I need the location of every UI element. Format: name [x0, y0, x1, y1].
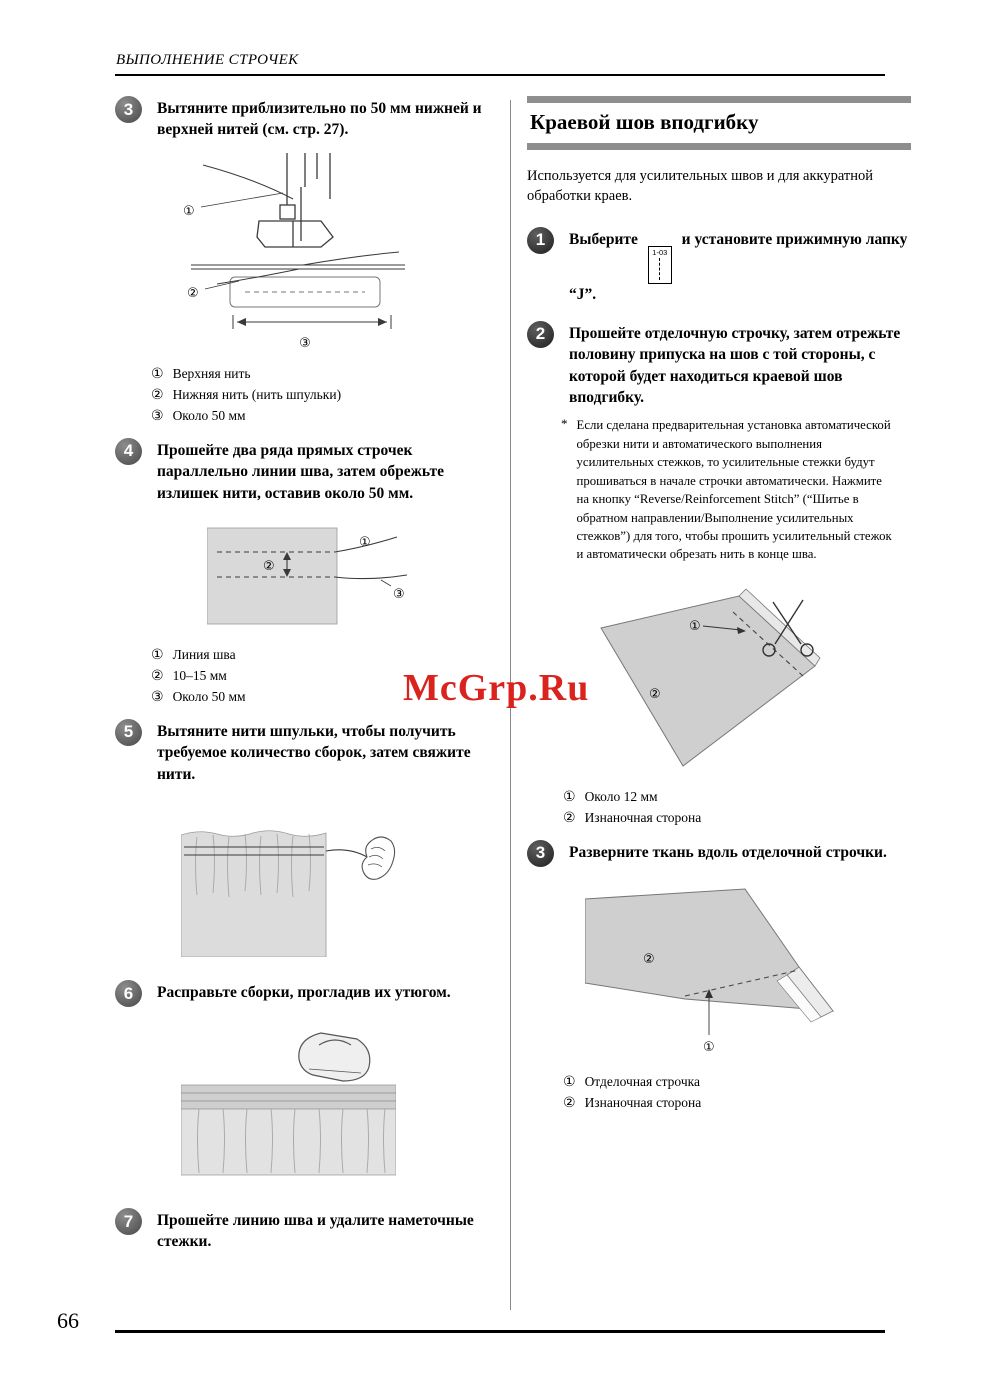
legend-text: Отделочная строчка — [584, 1073, 700, 1089]
step-1 — [527, 227, 911, 305]
pulling-threads-illustration — [181, 805, 396, 957]
callout-marker: ① — [563, 1073, 576, 1090]
step-4 — [115, 438, 497, 504]
legend-text: Около 50 мм — [172, 688, 246, 704]
section-bar-top — [527, 96, 911, 103]
callout-marker: ② — [151, 386, 164, 403]
stitch-pattern-icon — [648, 246, 672, 284]
figure-ironing-gathers — [181, 1023, 497, 1186]
figure-pulling-threads — [181, 805, 497, 962]
callout-marker: ① — [689, 618, 701, 634]
step-number: 3 — [115, 96, 142, 123]
step-text: Прошейте два ряда прямых строчек параллельно линии шва, затем обрежьте излишек нити, оставив около 50 мм. — [157, 441, 444, 502]
unfolded-fabric-illustration — [585, 885, 835, 1057]
step-6 — [115, 980, 497, 1007]
needle-area-illustration — [175, 153, 420, 353]
legend-fig1 — [151, 366, 497, 424]
step-number: 6 — [115, 980, 142, 1007]
step-7 — [115, 1208, 497, 1253]
callout-marker: ③ — [393, 586, 405, 602]
step-3 — [115, 96, 497, 141]
callout-marker: ③ — [151, 407, 164, 424]
legend-text: Нижняя нить (нить шпульки) — [172, 386, 342, 402]
callout-marker: ① — [703, 1039, 715, 1055]
callout-marker: ② — [643, 951, 655, 967]
section-title: Краевой шов вподгибку — [530, 110, 759, 134]
note-text: Если сделана предварительная установка автоматической обрезки нити и автоматического выполнения усилительных стежков, то усилительные стежки будут прошиваться в начале строчки автоматически. Нажмите на кнопку “Reverse/Reinforcement Stitch” (“Шитье в обратном направлении/Выполнение усилительных стежков”) для того, чтобы прошить усилительный стежок и автоматически обрезать нить в конце шва. — [576, 418, 892, 562]
step-text: Вытяните нити шпульки, чтобы получить требуемое количество сборок, затем свяжите нити. — [157, 722, 471, 783]
step-text: Прошейте линию шва и удалите наметочные стежки. — [157, 1212, 474, 1251]
legend-text: Около 50 мм — [172, 407, 246, 423]
legend-text: Изнаночная сторона — [584, 809, 702, 825]
right-column — [527, 96, 911, 1125]
callout-marker: ② — [649, 686, 661, 702]
step-number: 4 — [115, 438, 142, 465]
step-text — [569, 227, 911, 305]
running-header: ВЫПОЛНЕНИЕ СТРОЧЕК — [116, 52, 299, 68]
callout-marker: ② — [187, 285, 199, 301]
section-intro: Используется для усилительных швов и для аккуратной обработки краев. — [527, 168, 873, 205]
callout-marker: ③ — [151, 688, 164, 705]
iron-illustration — [181, 1023, 396, 1181]
stitch-number-label: 1-03 — [652, 247, 668, 257]
callout-marker: ② — [563, 809, 576, 826]
page-number: 66 — [57, 1308, 79, 1333]
footer-rule — [115, 1330, 885, 1333]
watermark: McGrp.Ru — [403, 667, 590, 709]
step-3-right — [527, 840, 911, 867]
callout-marker: ② — [563, 1094, 576, 1111]
section-header — [527, 96, 911, 150]
stitch-rows-illustration — [207, 520, 422, 632]
callout-marker: ① — [151, 646, 164, 663]
step-text: Вытяните приблизительно по 50 мм нижней и верхней нитей (см. стр. 27). — [157, 100, 482, 139]
legend-item — [563, 1074, 911, 1090]
figure-cutting-allowance — [591, 586, 911, 779]
step-text: Прошейте отделочную строчку, затем отрежьте половину припуска на шов с той стороны, с которой будет находиться краевой шов вподгибку. — [569, 324, 901, 407]
callout-marker: ① — [183, 203, 195, 219]
callout-marker: ② — [263, 558, 275, 574]
step-text: Расправьте сборки, прогладив их утюгом. — [157, 984, 451, 1001]
legend-item — [151, 366, 497, 382]
section-bar-bottom — [527, 143, 911, 150]
callout-marker: ① — [563, 788, 576, 805]
cutting-illustration — [591, 586, 821, 774]
callout-marker: ② — [151, 667, 164, 684]
legend-text: Верхняя нить — [172, 365, 251, 381]
legend-item — [563, 1095, 911, 1111]
figure-unfolded-fabric — [585, 885, 911, 1062]
legend-fig5 — [563, 789, 911, 826]
legend-fig6 — [563, 1074, 911, 1111]
note-asterisk: * — [561, 416, 568, 432]
legend-text: 10–15 мм — [172, 667, 227, 683]
legend-item — [151, 387, 497, 403]
legend-item — [151, 408, 497, 424]
callout-marker: ① — [359, 534, 371, 550]
callout-marker: ① — [151, 365, 164, 382]
straight-stitch-glyph — [659, 258, 660, 280]
legend-item — [151, 647, 497, 663]
step-5 — [115, 719, 497, 785]
legend-item — [563, 789, 911, 805]
note-block — [561, 416, 897, 563]
step-2 — [527, 321, 911, 409]
step-text-after: и установите прижимную лапку “J”. — [569, 230, 908, 303]
legend-text: Около 12 мм — [584, 788, 658, 804]
step-number: 5 — [115, 719, 142, 746]
step-text: Разверните ткань вдоль отделочной строчки. — [569, 843, 887, 861]
figure-needle-area — [175, 153, 497, 358]
step-text-before: Выберите — [569, 230, 638, 248]
callout-marker: ③ — [299, 335, 311, 351]
figure-parallel-stitch-rows — [207, 520, 497, 637]
header-rule — [115, 74, 885, 76]
step-number: 1 — [527, 227, 554, 254]
step-number: 2 — [527, 321, 554, 348]
step-number: 3 — [527, 840, 554, 867]
legend-text: Изнаночная сторона — [584, 1094, 702, 1110]
legend-text: Линия шва — [172, 646, 236, 662]
step-number: 7 — [115, 1208, 142, 1235]
legend-item — [563, 810, 911, 826]
